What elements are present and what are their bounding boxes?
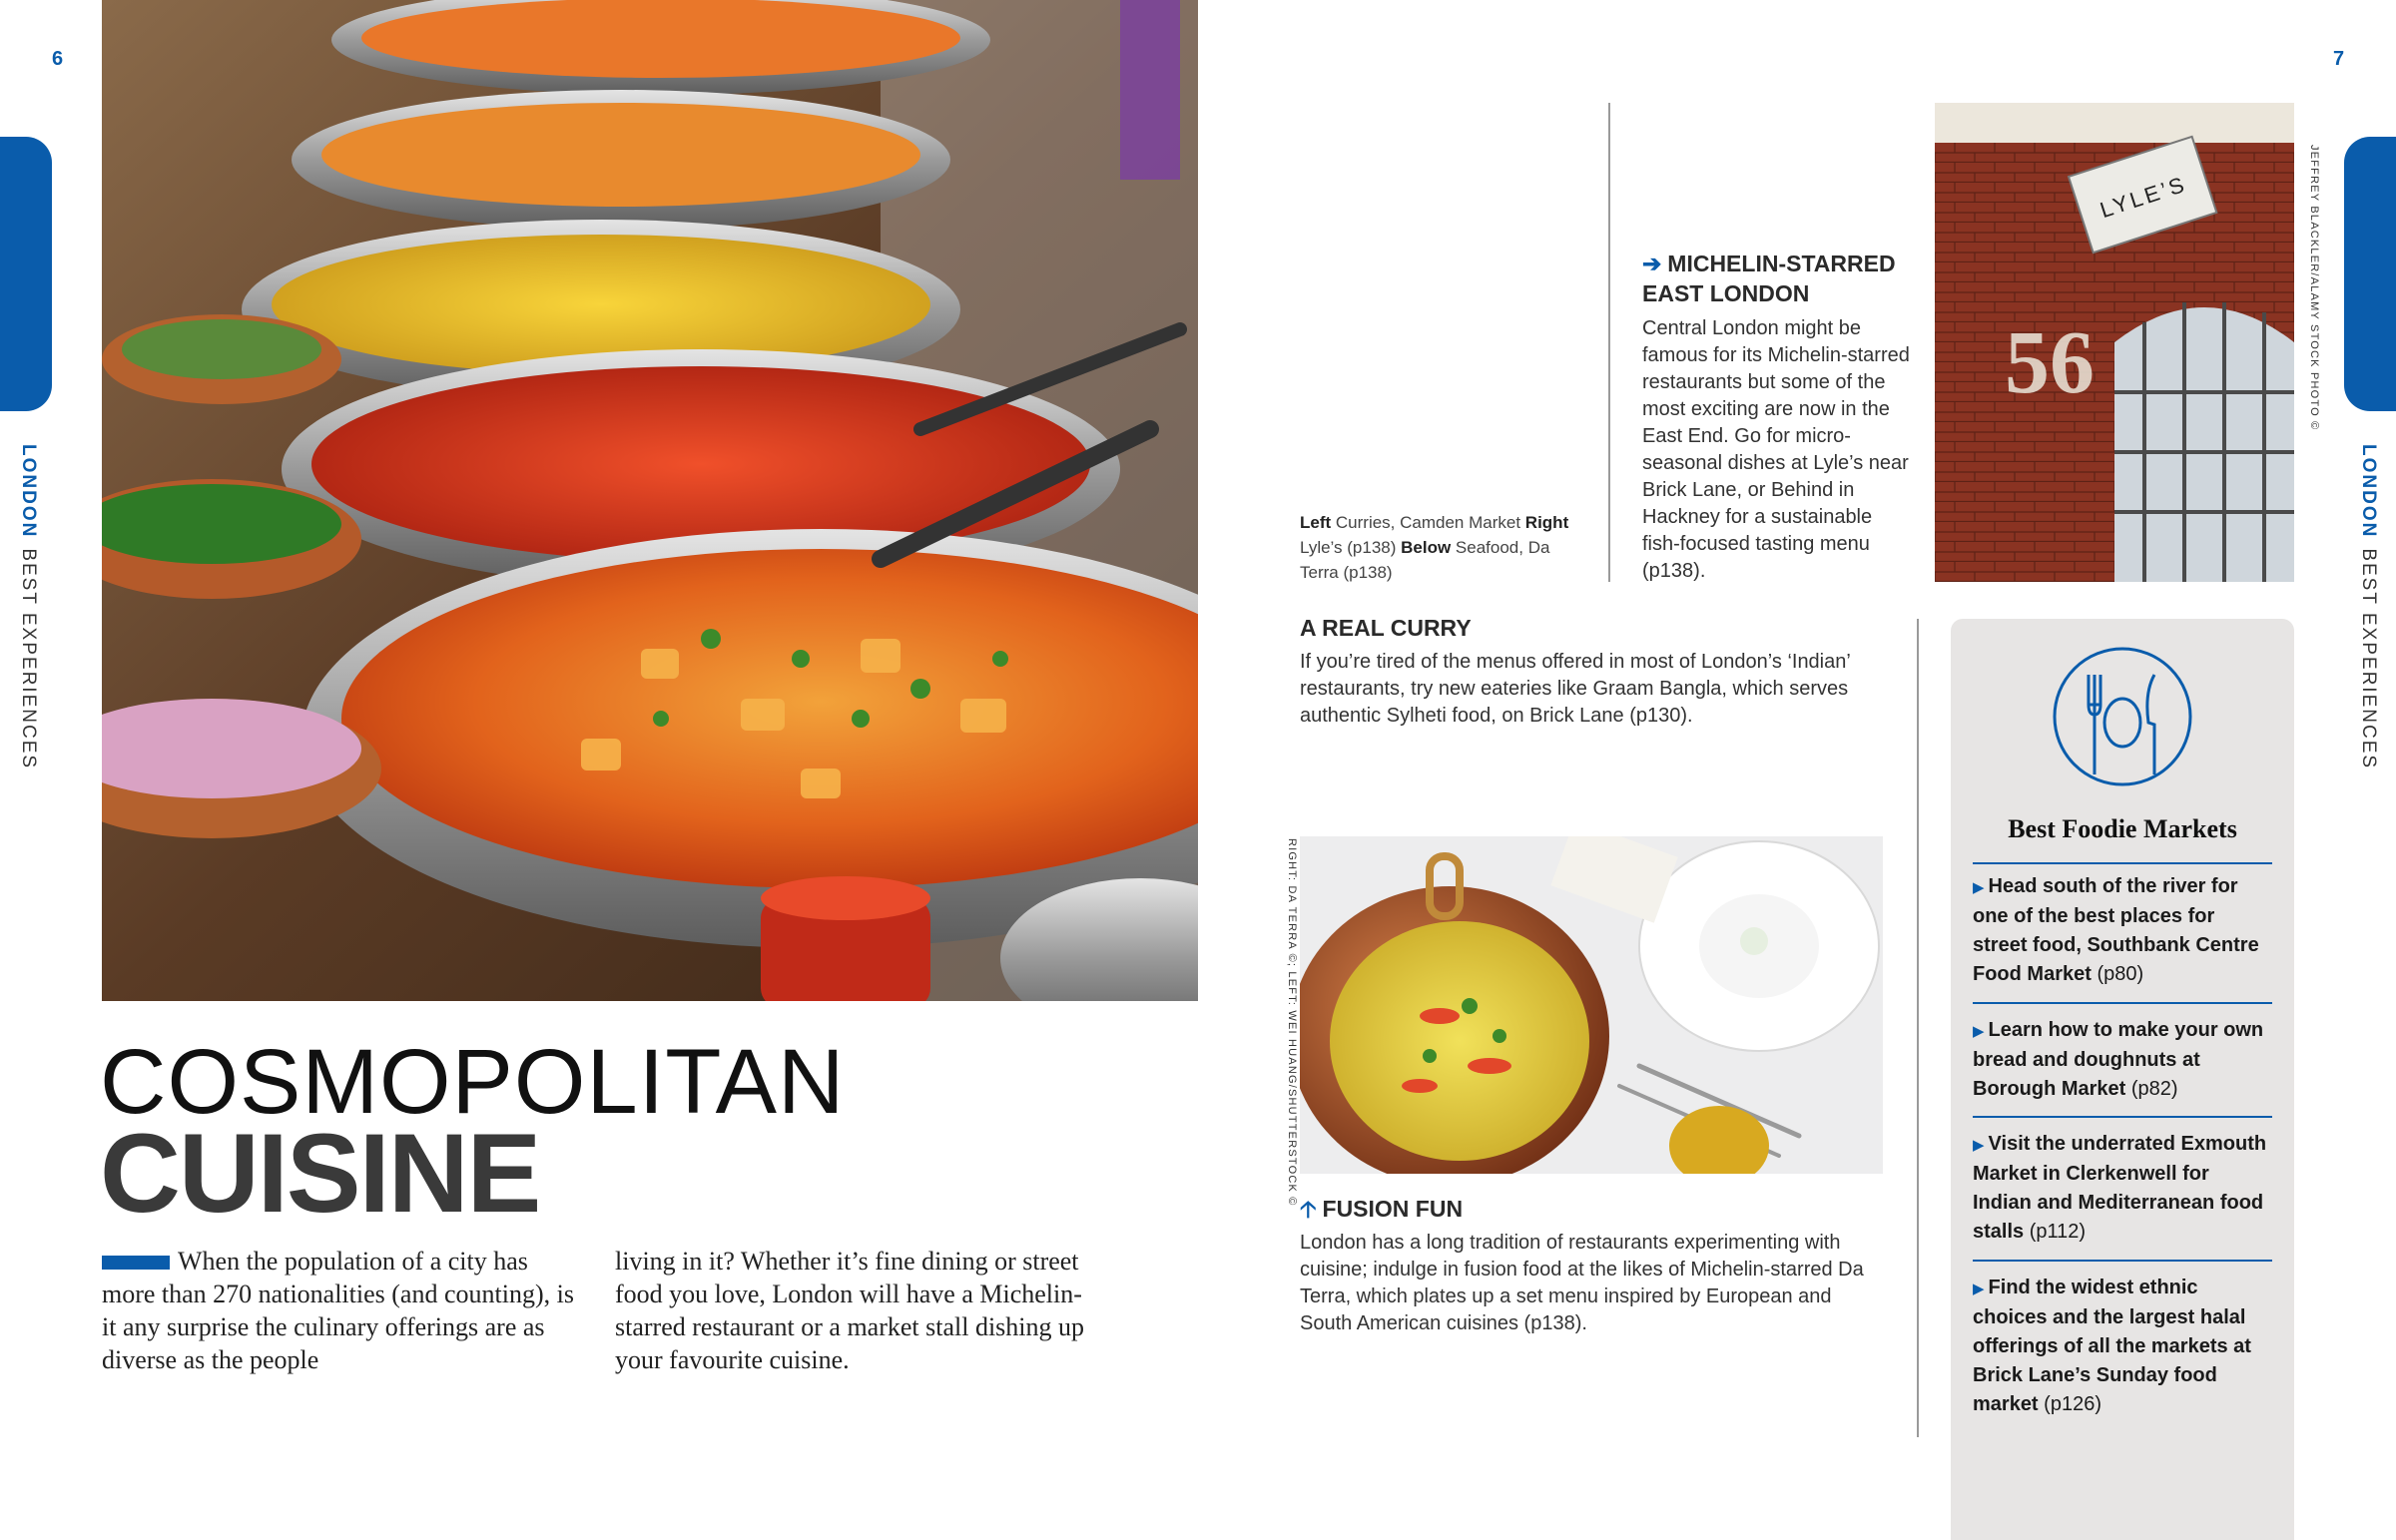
caption-left-text: Curries, Camden Market: [1331, 513, 1525, 532]
caption-right-text: Lyle’s (p138): [1300, 538, 1402, 557]
bullet-triangle-icon: ▶: [1973, 879, 1985, 896]
real-curry-body: If you’re tired of the menus offered in most of London’s ‘Indian’ restaurants, try new eateries like Graam Bangla, which serves authentic Sylheti food, on Brick Lane (p130).: [1300, 651, 1851, 727]
bullet-triangle-icon: ▶: [1973, 1137, 1985, 1154]
caption-right-label: Right: [1524, 513, 1569, 532]
page-ref: (p82): [2125, 1078, 2178, 1100]
intro-text-col1: When the population of a city has more than 270 nationalities (and counting), is it any surprise the culinary offerings are as diverse as the people: [102, 1247, 574, 1374]
section-tab-left: [0, 137, 52, 411]
page-ref: (p80): [2091, 963, 2144, 985]
lyles-photo: [1935, 103, 2294, 582]
section-city-right: LONDON: [2358, 444, 2379, 539]
page-number-right: 7: [2333, 48, 2345, 70]
photo-credit-spread: RIGHT: DA TERRA ©; LEFT: WEI HUANG/SHUTTERSTOCK ©: [1286, 838, 1298, 1207]
michelin-heading: [1642, 249, 1912, 308]
list-item: [1973, 1130, 2272, 1247]
intro-text-col2: living in it? Whether it’s fine dining or street food you love, London will have a Michelin-starred restaurant or a market stall dishing up your favourite cuisine.: [615, 1247, 1085, 1374]
fusion-body: London has a long tradition of restaurants experimenting with cuisine; indulge in fusion food at the likes of Michelin-starred Da Terra, which plates up a set menu inspired by European and South American cuisines (p138).: [1300, 1232, 1864, 1334]
caption-below-text: Seafood, Da Terra (p138): [1300, 538, 1550, 582]
photo-credit-lyles: JEFFREY BLACKLER/ALAMY STOCK PHOTO ©: [2308, 145, 2320, 431]
foodie-markets-sidebar: [1951, 619, 2294, 1540]
section-label-left: [17, 444, 39, 770]
list-item: [1973, 1016, 2272, 1104]
list-item-text: Find the widest ethnic choices and the largest halal offerings of all the markets at Brick Lane’s Sunday food market: [1973, 1277, 2251, 1415]
page-ref: (p112): [2024, 1221, 2087, 1243]
sidebar-rule: [1973, 1260, 2272, 1262]
list-item: [1973, 1274, 2272, 1419]
photo-captions: [1300, 510, 1569, 585]
divider-vertical-1: [1608, 103, 1610, 582]
real-curry-title: A REAL CURRY: [1300, 615, 1472, 641]
section-tab-right: [2344, 137, 2396, 411]
seafood-photo: [1300, 836, 1883, 1174]
sidebar-title: Best Foodie Markets: [2008, 814, 2237, 843]
divider-vertical-2: [1917, 619, 1919, 1437]
section-city: LONDON: [18, 444, 39, 539]
sidebar-rule: [1973, 1116, 2272, 1118]
page-ref: (p126): [2038, 1393, 2101, 1415]
lyles-sign-text: LYLE’S: [2096, 171, 2190, 224]
bullet-triangle-icon: ▶: [1973, 1281, 1985, 1297]
arrow-up-icon: 🡡: [1300, 1196, 1317, 1222]
caption-left-label: Left: [1300, 513, 1332, 532]
fusion-title: FUSION FUN: [1322, 1196, 1464, 1222]
list-item-text: Head south of the river for one of the best places for street food, Southbank Centre Food Market: [1973, 875, 2259, 985]
list-item: [1973, 872, 2272, 989]
caption-below-label: Below: [1401, 538, 1452, 557]
sidebar-rule: [1973, 1002, 2272, 1004]
cutlery-icon: [2053, 647, 2192, 791]
building-number: 56: [2005, 313, 2095, 412]
headline-line1: COSMOPOLITAN: [100, 1031, 846, 1133]
list-item-text: Learn how to make your own bread and doughnuts at Borough Market: [1973, 1019, 2264, 1100]
list-item-text: Visit the underrated Exmouth Market in Clerkenwell for Indian and Mediterranean food stalls: [1973, 1133, 2267, 1243]
headline-line2: CUISINE: [100, 1111, 540, 1236]
fusion-heading: [1300, 1194, 1463, 1224]
michelin-body: Central London might be famous for its Michelin-starred restaurants but some of the most exciting are now in the East End. Go for micro-seasonal dishes at Lyle’s near Brick Lane, or Behind in Hackney for a sustainable fish-focused tasting menu (p138).: [1642, 317, 1910, 582]
section-name: BEST EXPERIENCES: [18, 548, 39, 770]
curries-photo: [102, 0, 1198, 1001]
page-number-left: 6: [52, 48, 64, 70]
bullet-triangle-icon: ▶: [1973, 1023, 1985, 1040]
section-name-right: BEST EXPERIENCES: [2358, 548, 2379, 770]
arrow-right-icon: ➔: [1642, 251, 1662, 276]
sidebar-title-rule: [1973, 862, 2272, 864]
michelin-title: MICHELIN-STARRED EAST LONDON: [1642, 251, 1896, 306]
section-label-right: [2357, 444, 2379, 770]
